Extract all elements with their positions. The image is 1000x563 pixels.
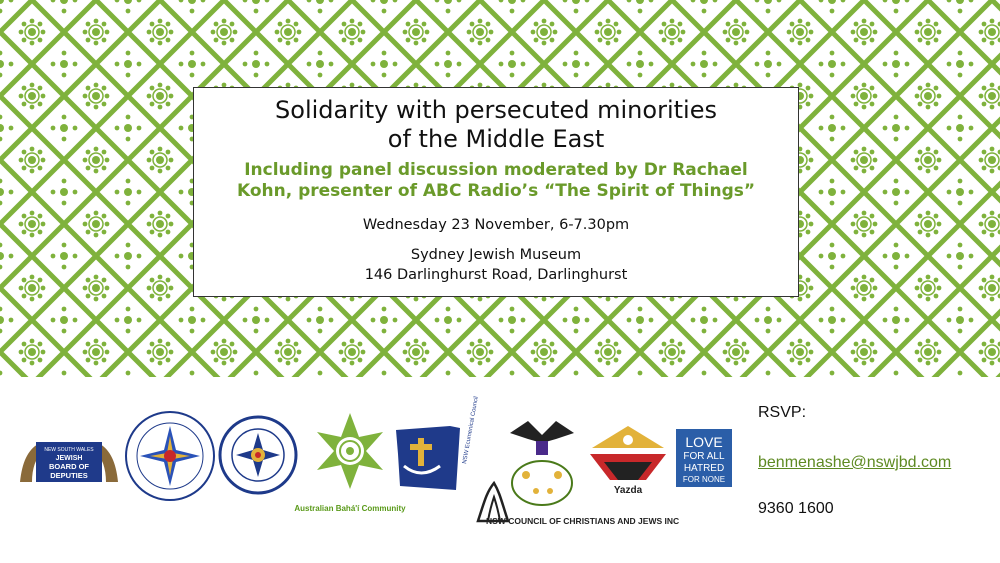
venue-address: 146 Darlinghurst Road, Darlinghurst [364,267,628,283]
assyrian-resource-centre-logo [124,410,216,502]
bahai-caption: Australian Bahá'í Community [294,504,406,513]
christians-jews-caption: NSW COUNCIL OF CHRISTIANS AND JEWS INC [486,516,680,526]
venue-name: Sydney Jewish Museum [410,247,582,263]
yazda-caption: Yazda [613,485,643,496]
love-line3: HATRED [683,463,725,474]
sponsor-logos [0,377,740,563]
event-subtitle: Including panel discussion moderated by Dr Rachael Kohn, presenter of ABC Radio’s “The Spirit of Things” [236,160,756,201]
bod-line1: NEW SOUTH WALES [44,447,94,453]
event-date: Wednesday 23 November, 6-7.30pm [362,217,630,233]
bod-line2: JEWISH [55,455,83,462]
ecumenical-council-logo [394,395,480,492]
event-card [193,87,799,297]
rsvp-phone: 9360 1600 [758,500,834,517]
event-venue [194,245,798,285]
event-title-line2: of the Middle East [387,125,605,153]
rsvp-label: RSVP: [758,404,807,421]
yazda-logo [586,422,670,500]
love-line2: FOR ALL [683,451,725,462]
rsvp-email-link[interactable]: benmenashe@nswjbd.com [758,454,952,471]
event-title [194,96,798,154]
board-of-deputies-logo [16,432,122,488]
love-line4: FOR NONE [682,475,726,484]
love-line1: LOVE [685,434,723,450]
ecumenical-caption: NSW Ecumenical Council [462,395,480,465]
love-for-all-logo [676,429,732,487]
event-title-line1: Solidarity with persecuted minorities [275,96,717,124]
bod-line4: DEPUTIES [50,471,88,480]
bod-line3: BOARD OF [49,462,89,471]
